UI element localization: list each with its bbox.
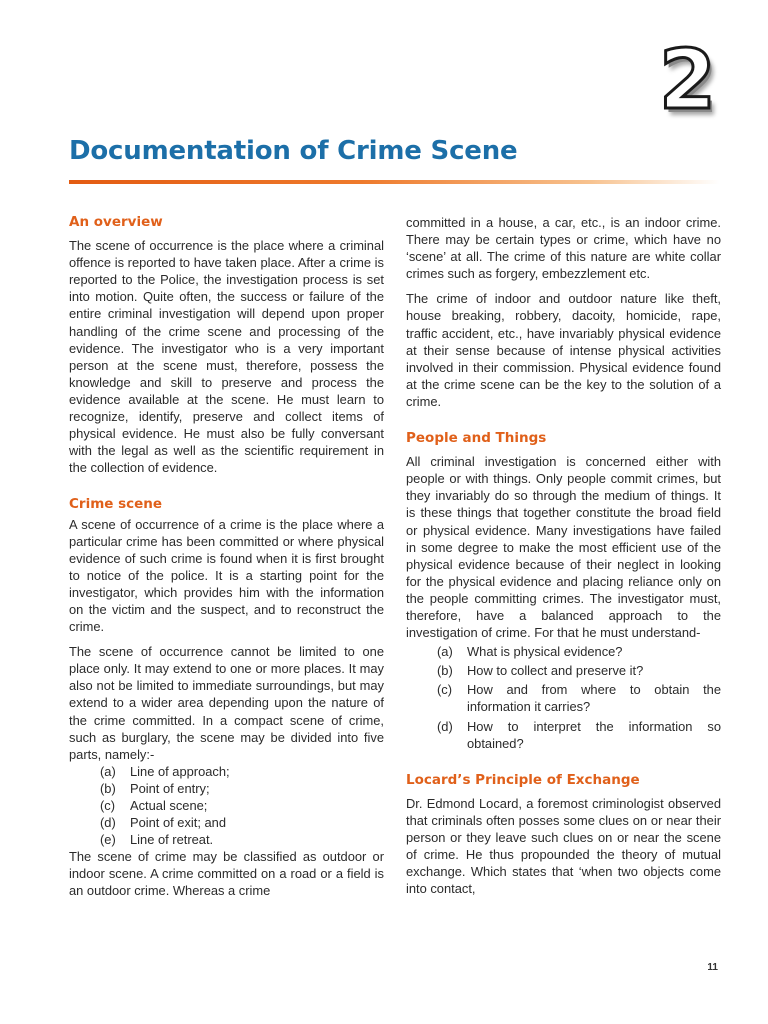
list-item [406,643,721,660]
page-number: 11 [707,962,718,973]
list-item [406,718,721,752]
scene-parts-list [69,763,384,848]
people-things-paragraph: All criminal investigation is concerned either with people or with things. Only people commit crimes, but they invariably do so through the medium of things. It is these things that together constitute the broad field or physical evidence. Many investigations have failed in some degree to make the most efficient use of the physical evidence because of their neglect in looking for the physical evidence and placing reliance only on the people committing crimes. The investigator must, therefore, have a balanced approach to the investigation of crime. For that he must understand- [406,454,721,641]
page-title: Documentation of Crime Scene [69,136,518,166]
list-item [406,681,721,715]
evidence-questions-list [406,643,721,752]
list-item-text: How and from where to obtain the information it carries? [467,682,721,715]
list-item-text: Line of retreat. [130,832,214,848]
crime-scene-heading: Crime scene [69,496,163,513]
chapter-number: 2 [658,33,716,128]
people-things-heading: People and Things [406,430,547,447]
overview-paragraph: The scene of occurrence is the place where a criminal offence is reported to have taken place. After a crime is reported to the Police, the investigation process is set into motion. Quite often, the success or failure of the entire criminal investigation will depend upon proper handling of the crime scene and processing of the evidence. The investigator who is a very important person at the scene must, therefore, possess the knowledge and skill to preserve and process the evidence available at the scene. He must learn to recognize, identify, preserve and collect items of physical evidence. He must also be fully conversant with the legal as well as the scientific requirement in the collection of evidence. [69,238,384,476]
list-marker: (c) [100,798,116,813]
list-marker: (b) [437,663,453,679]
continued-paragraph: committed in a house, a car, etc., is an indoor crime. There may be certain types or crime, which have no ‘scene’ at all. The crime of this nature are white collar crimes such as forgery, embezzlement etc. [406,215,721,282]
list-marker: (d) [437,718,453,734]
crime-scene-paragraph-1: A scene of occurrence of a crime is the place where a particular crime has been committed or where physical evidence of such crime is found when it is first brought to notice of the police. It is a starting point for the investigator, which provides him with the information on the victim and the suspect, and to reconstruct the crime. [69,516,384,635]
list-item-text: Point of exit; and [130,815,227,831]
list-item-text: Actual scene; [130,798,208,813]
crime-scene-paragraph-3: The scene of crime may be classified as outdoor or indoor scene. A crime committed on a road or a field is an outdoor crime. Whereas a crime [69,849,384,899]
list-marker: (d) [100,815,116,831]
right-column [406,214,721,905]
list-marker: (c) [437,682,453,698]
list-marker: (a) [100,763,116,779]
list-item-text: What is physical evidence? [467,644,623,660]
list-item [69,831,384,848]
list-item [406,662,721,679]
list-item [69,763,384,780]
list-item-text: How to collect and preserve it? [467,663,644,679]
locard-paragraph: Dr. Edmond Locard, a foremost criminologist observed that criminals often posses some clues on or near their person or they leave such clues on or near the scene of crime. He thus propounded the theory of mutual exchange. Which states that ‘when two objects come into contact, [406,795,721,897]
indoor-outdoor-paragraph: The crime of indoor and outdoor nature like theft, house breaking, robbery, dacoity, homicide, rape, traffic accident, etc., have invariably physical evidence at their sense because of intense physical activities involved in their commission. Physical evidence found at the crime scene can be the key to the solution of a crime. [406,291,721,409]
list-item [69,814,384,831]
overview-heading: An overview [69,214,163,230]
left-column [69,214,384,908]
list-item-text: How to interpret the information so obtained? [467,718,721,751]
list-item-text: Line of approach; [130,763,230,779]
crime-scene-paragraph-2: The scene of occurrence cannot be limited to one place only. It may extend to one or more places. It may also not be limited to immediate surroundings, but may extend to a wider area depending upon the nature of the crime committed. In a compact scene of crime, such as burglary, the scene may be divided into five parts, namely:- [69,644,384,762]
title-underline [69,180,720,184]
list-marker: (a) [437,644,453,660]
list-marker: (e) [100,832,116,848]
locard-heading: Locard’s Principle of Exchange [406,771,640,788]
list-item [69,780,384,797]
list-item-text: Point of entry; [130,780,210,796]
list-marker: (b) [100,780,116,796]
list-item [69,797,384,814]
